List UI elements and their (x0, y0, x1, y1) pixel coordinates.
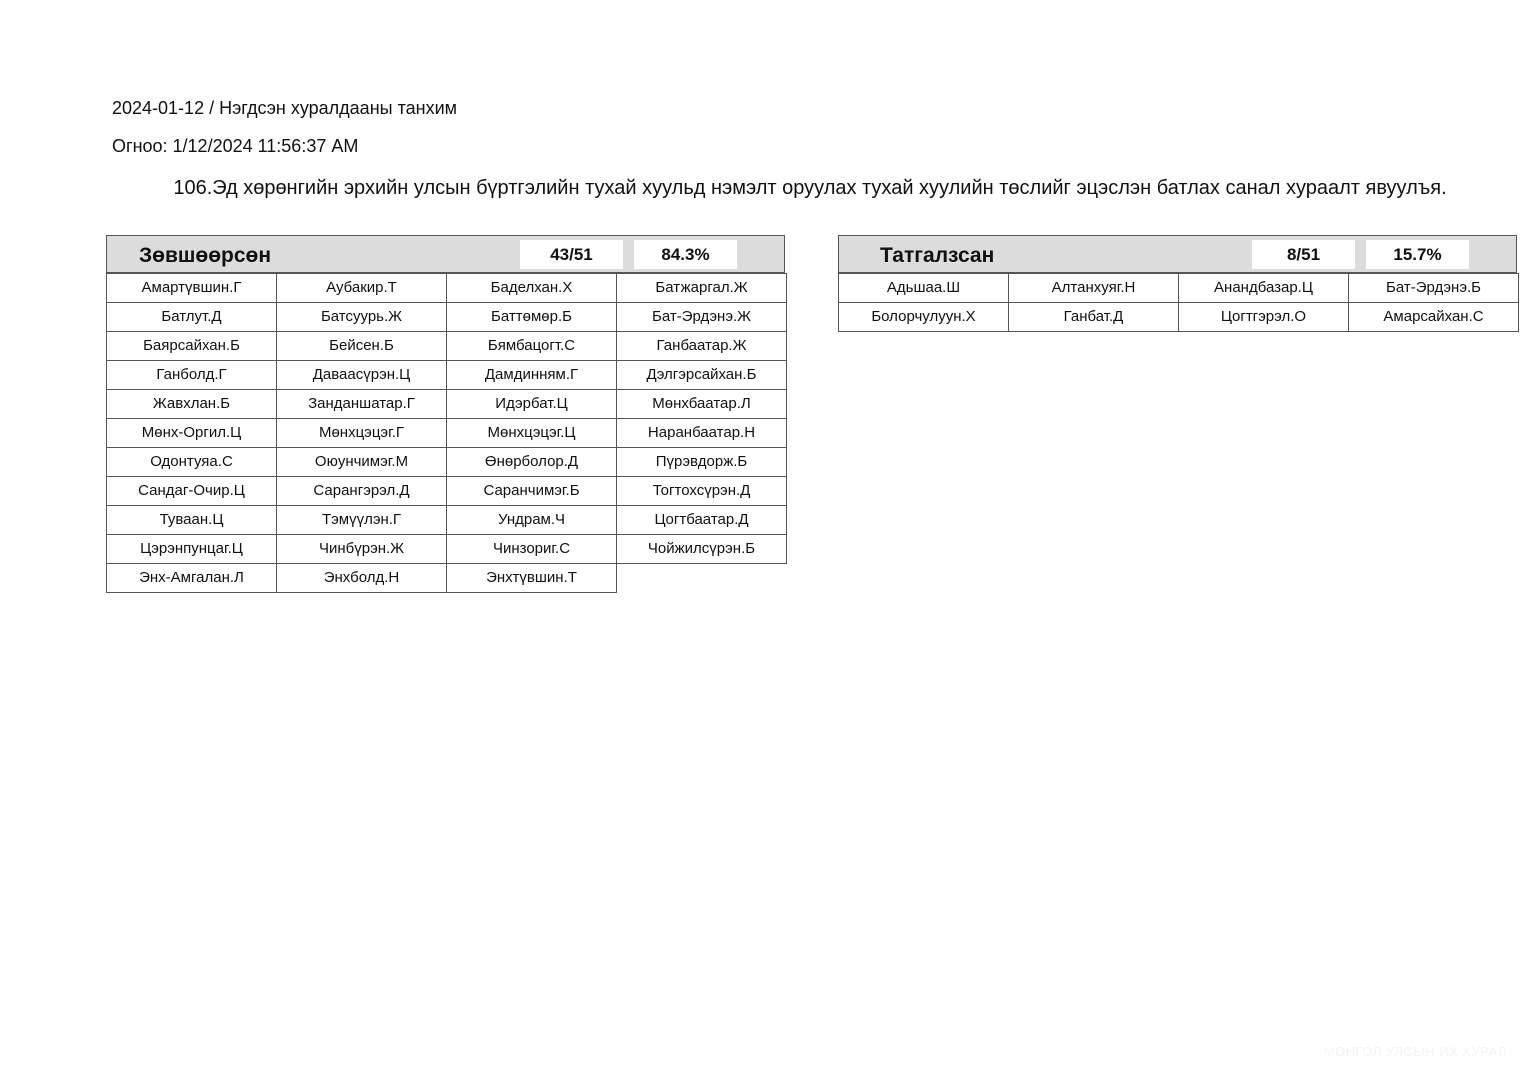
member-name-cell: Батлут.Д (106, 302, 277, 332)
rejected-percent: 15.7% (1366, 240, 1469, 269)
member-name-cell: Одонтуяа.С (106, 447, 277, 477)
member-name-cell: Алтанхуяг.Н (1008, 273, 1179, 303)
member-name-cell: Цогтгэрэл.О (1178, 302, 1349, 332)
rejected-count: 8/51 (1252, 240, 1355, 269)
member-name-cell: Сарангэрэл.Д (276, 476, 447, 506)
member-name-cell: Баделхан.Х (446, 273, 617, 303)
session-line: 2024-01-12 / Нэгдсэн хуралдааны танхим (112, 98, 457, 118)
member-name-cell: Мөнхцэцэг.Г (276, 418, 447, 448)
member-name-cell: Энхтүвшин.Т (446, 563, 617, 593)
member-name-cell: Бямбацогт.С (446, 331, 617, 361)
member-name-cell: Цогтбаатар.Д (616, 505, 787, 535)
rejected-header (838, 235, 1517, 273)
member-name-cell: Ганбаатар.Ж (616, 331, 787, 361)
member-name-cell: Болорчулуун.Х (838, 302, 1009, 332)
member-name-cell: Ганболд.Г (106, 360, 277, 390)
rejected-name-grid (838, 273, 1519, 332)
approved-title: Зөвшөөрсөн (139, 244, 272, 267)
member-name-cell: Адьшаа.Ш (838, 273, 1009, 303)
member-name-cell: Бат-Эрдэнэ.Ж (616, 302, 787, 332)
member-name-cell: Идэрбат.Ц (446, 389, 617, 419)
member-name-cell: Дамдинням.Г (446, 360, 617, 390)
member-name-cell: Амарсайхан.С (1348, 302, 1519, 332)
member-name-cell: Чинбүрэн.Ж (276, 534, 447, 564)
member-name-cell: Дэлгэрсайхан.Б (616, 360, 787, 390)
approved-header (106, 235, 785, 273)
approved-block (106, 235, 785, 593)
rejected-block (838, 235, 1517, 332)
motion-title: 106.Эд хөрөнгийн эрхийн улсын бүртгэлийн тухай хуульд нэмэлт оруулах тухай хуулийн төслийг эцэслэн батлах санал хураалт явуулъя. (173, 177, 1447, 199)
member-name-cell: Тэмүүлэн.Г (276, 505, 447, 535)
member-name-cell: Наранбаатар.Н (616, 418, 787, 448)
member-name-cell: Ундрам.Ч (446, 505, 617, 535)
member-name-cell: Занданшатар.Г (276, 389, 447, 419)
rejected-title: Татгалзсан (880, 244, 995, 267)
member-name-cell: Мөнх-Оргил.Ц (106, 418, 277, 448)
member-name-cell: Мөнхбаатар.Л (616, 389, 787, 419)
member-name-cell: Аубакир.Т (276, 273, 447, 303)
member-name-cell: Жавхлан.Б (106, 389, 277, 419)
member-name-cell: Саранчимэг.Б (446, 476, 617, 506)
member-name-cell: Өнөрболор.Д (446, 447, 617, 477)
member-name-cell: Чойжилсүрэн.Б (616, 534, 787, 564)
watermark: МОНГОЛ УЛСЫН ИХ ХУРАЛ (1323, 1044, 1507, 1059)
member-name-cell: Батжаргал.Ж (616, 273, 787, 303)
member-name-cell: Пүрэвдорж.Б (616, 447, 787, 477)
member-name-cell: Оюунчимэг.М (276, 447, 447, 477)
member-name-cell: Энхболд.Н (276, 563, 447, 593)
date-line: Огноо: 1/12/2024 11:56:37 AM (112, 136, 359, 156)
member-name-cell: Бейсен.Б (276, 331, 447, 361)
member-name-cell: Цэрэнпунцаг.Ц (106, 534, 277, 564)
member-name-cell: Чинзориг.С (446, 534, 617, 564)
member-name-cell: Анандбазар.Ц (1178, 273, 1349, 303)
approved-percent: 84.3% (634, 240, 737, 269)
member-name-cell: Мөнхцэцэг.Ц (446, 418, 617, 448)
member-name-cell: Даваасүрэн.Ц (276, 360, 447, 390)
member-name-cell: Ганбат.Д (1008, 302, 1179, 332)
member-name-cell: Сандаг-Очир.Ц (106, 476, 277, 506)
member-name-cell: Туваан.Ц (106, 505, 277, 535)
member-name-cell: Бат-Эрдэнэ.Б (1348, 273, 1519, 303)
member-name-cell: Энх-Амгалан.Л (106, 563, 277, 593)
member-name-cell: Баттөмөр.Б (446, 302, 617, 332)
approved-name-grid (106, 273, 787, 593)
member-name-cell: Амартүвшин.Г (106, 273, 277, 303)
member-name-cell: Баярсайхан.Б (106, 331, 277, 361)
approved-count: 43/51 (520, 240, 623, 269)
member-name-cell: Тогтохсүрэн.Д (616, 476, 787, 506)
member-name-cell: Батсуурь.Ж (276, 302, 447, 332)
